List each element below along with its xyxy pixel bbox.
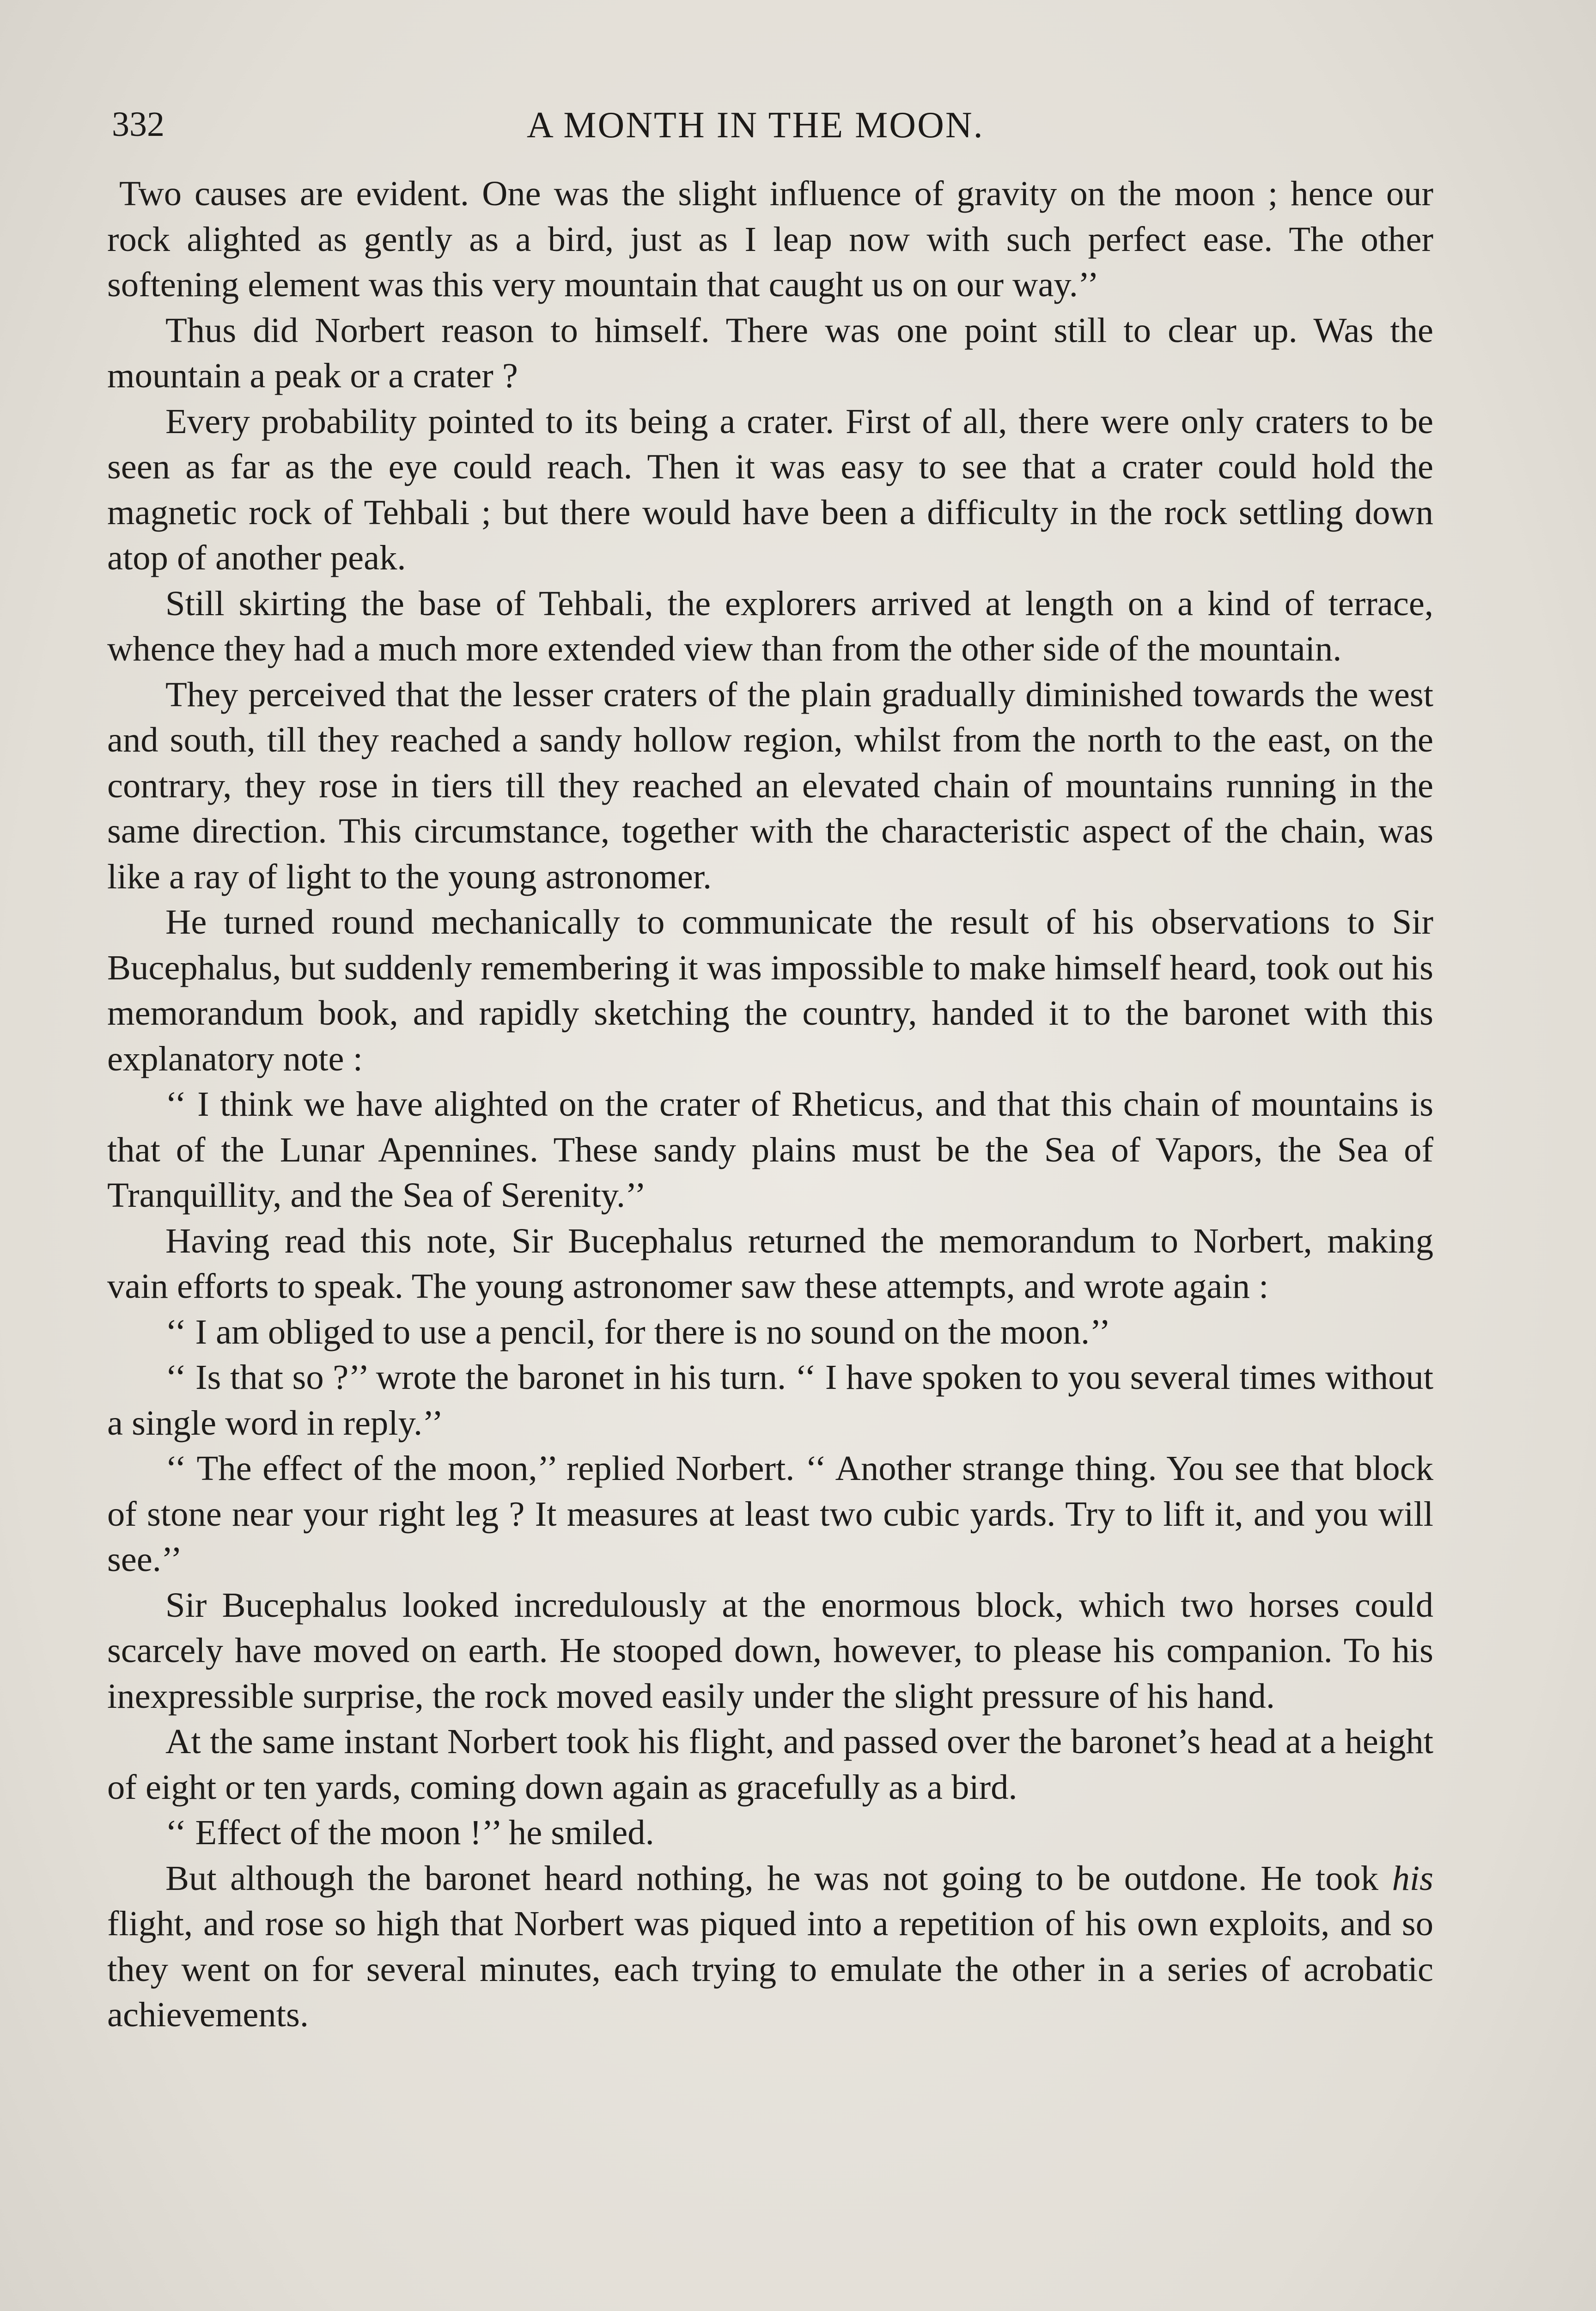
paragraph-13: At the same instant Norbert took his flight, and passed over the baronet’s head at a height of eight or ten yards, coming down again as gracefully as a bird. xyxy=(107,1722,1433,1807)
body-text xyxy=(107,171,1433,2038)
paragraph-9: ‘‘ I am obliged to use a pencil, for there is no sound on the moon.’’ xyxy=(165,1312,1111,1351)
paragraph-10: ‘‘ Is that so ?’’ wrote the baronet in his turn. ‘‘ I have spoken to you several times without a single word in reply.’’ xyxy=(107,1357,1433,1443)
paragraph-1: Two causes are evident. One was the slight influence of gravity on the moon ; hence our rock alighted as gently as a bird, just as I leap now with such perfect ease. The other softening element was this very mountain that caught us on our way.’’ xyxy=(107,174,1433,304)
paragraph-7: ‘‘ I think we have alighted on the crater of Rheticus, and that this chain of mountains is that of the Lunar Apennines. These sandy plains must be the Sea of Vapors, the Sea of Tranquillity, and the Sea of Serenity.’’ xyxy=(107,1084,1433,1215)
paragraph-8: Having read this note, Sir Bucephalus returned the memorandum to Norbert, making vain efforts to speak. The young astronomer saw these attempts, and wrote again : xyxy=(107,1221,1433,1306)
paragraph-6: He turned round mechanically to communicate the result of his observations to Sir Bucephalus, but suddenly remembering it was impossible to make himself heard, took out his memorandum book, and rapidly sketching the country, handed it to the baronet with this explanatory note : xyxy=(107,902,1433,1078)
paragraph-12: Sir Bucephalus looked incredulously at the enormous block, which two horses could scarcely have moved on earth. He stooped down, however, to please his companion. To his inexpressible surprise, the rock moved easily under the slight pressure of his hand. xyxy=(107,1585,1433,1716)
paragraph-15: But although the baronet heard nothing, he was not going to be outdone. He took his flight, and rose so high that Norbert was piqued into a repetition of his own exploits, and so they went on for several minutes, each trying to emulate the other in a series of acrobatic achievements. xyxy=(107,1858,1433,2034)
running-title: A MONTH IN THE MOON. xyxy=(527,105,984,146)
paragraph-11: ‘‘ The effect of the moon,’’ replied Norbert. ‘‘ Another strange thing. You see that block of stone near your right leg ? It measures at least two cubic yards. Try to lift it, and you will see.’’ xyxy=(107,1449,1433,1579)
page-number: 332 xyxy=(112,105,164,144)
paragraph-2: Thus did Norbert reason to himself. There was one point still to clear up. Was the mountain a peak or a crater ? xyxy=(107,310,1433,395)
paragraph-5: They perceived that the lesser craters of the plain gradually diminished towards the west and south, till they reached a sandy hollow region, whilst from the north to the east, on the contrary, they rose in tiers till they reached an elevated chain of mountains running in the same direction. This circumstance, together with the characteristic aspect of the chain, was like a ray of light to the young astronomer. xyxy=(107,674,1433,896)
paragraph-4: Still skirting the base of Tehbali, the explorers arrived at length on a kind of terrace, whence they had a much more extended view than from the other side of the mountain. xyxy=(107,583,1433,668)
paragraph-14: ‘‘ Effect of the moon !’’ he smiled. xyxy=(165,1813,654,1852)
emphasis-his: his xyxy=(1392,1858,1433,1898)
paragraph-3: Every probability pointed to its being a crater. First of all, there were only craters to be seen as far as the eye could reach. Then it was easy to see that a crater could hold the magnetic rock of Tehbali ; but there would have been a difficulty in the rock settling down atop of another peak. xyxy=(107,401,1433,577)
